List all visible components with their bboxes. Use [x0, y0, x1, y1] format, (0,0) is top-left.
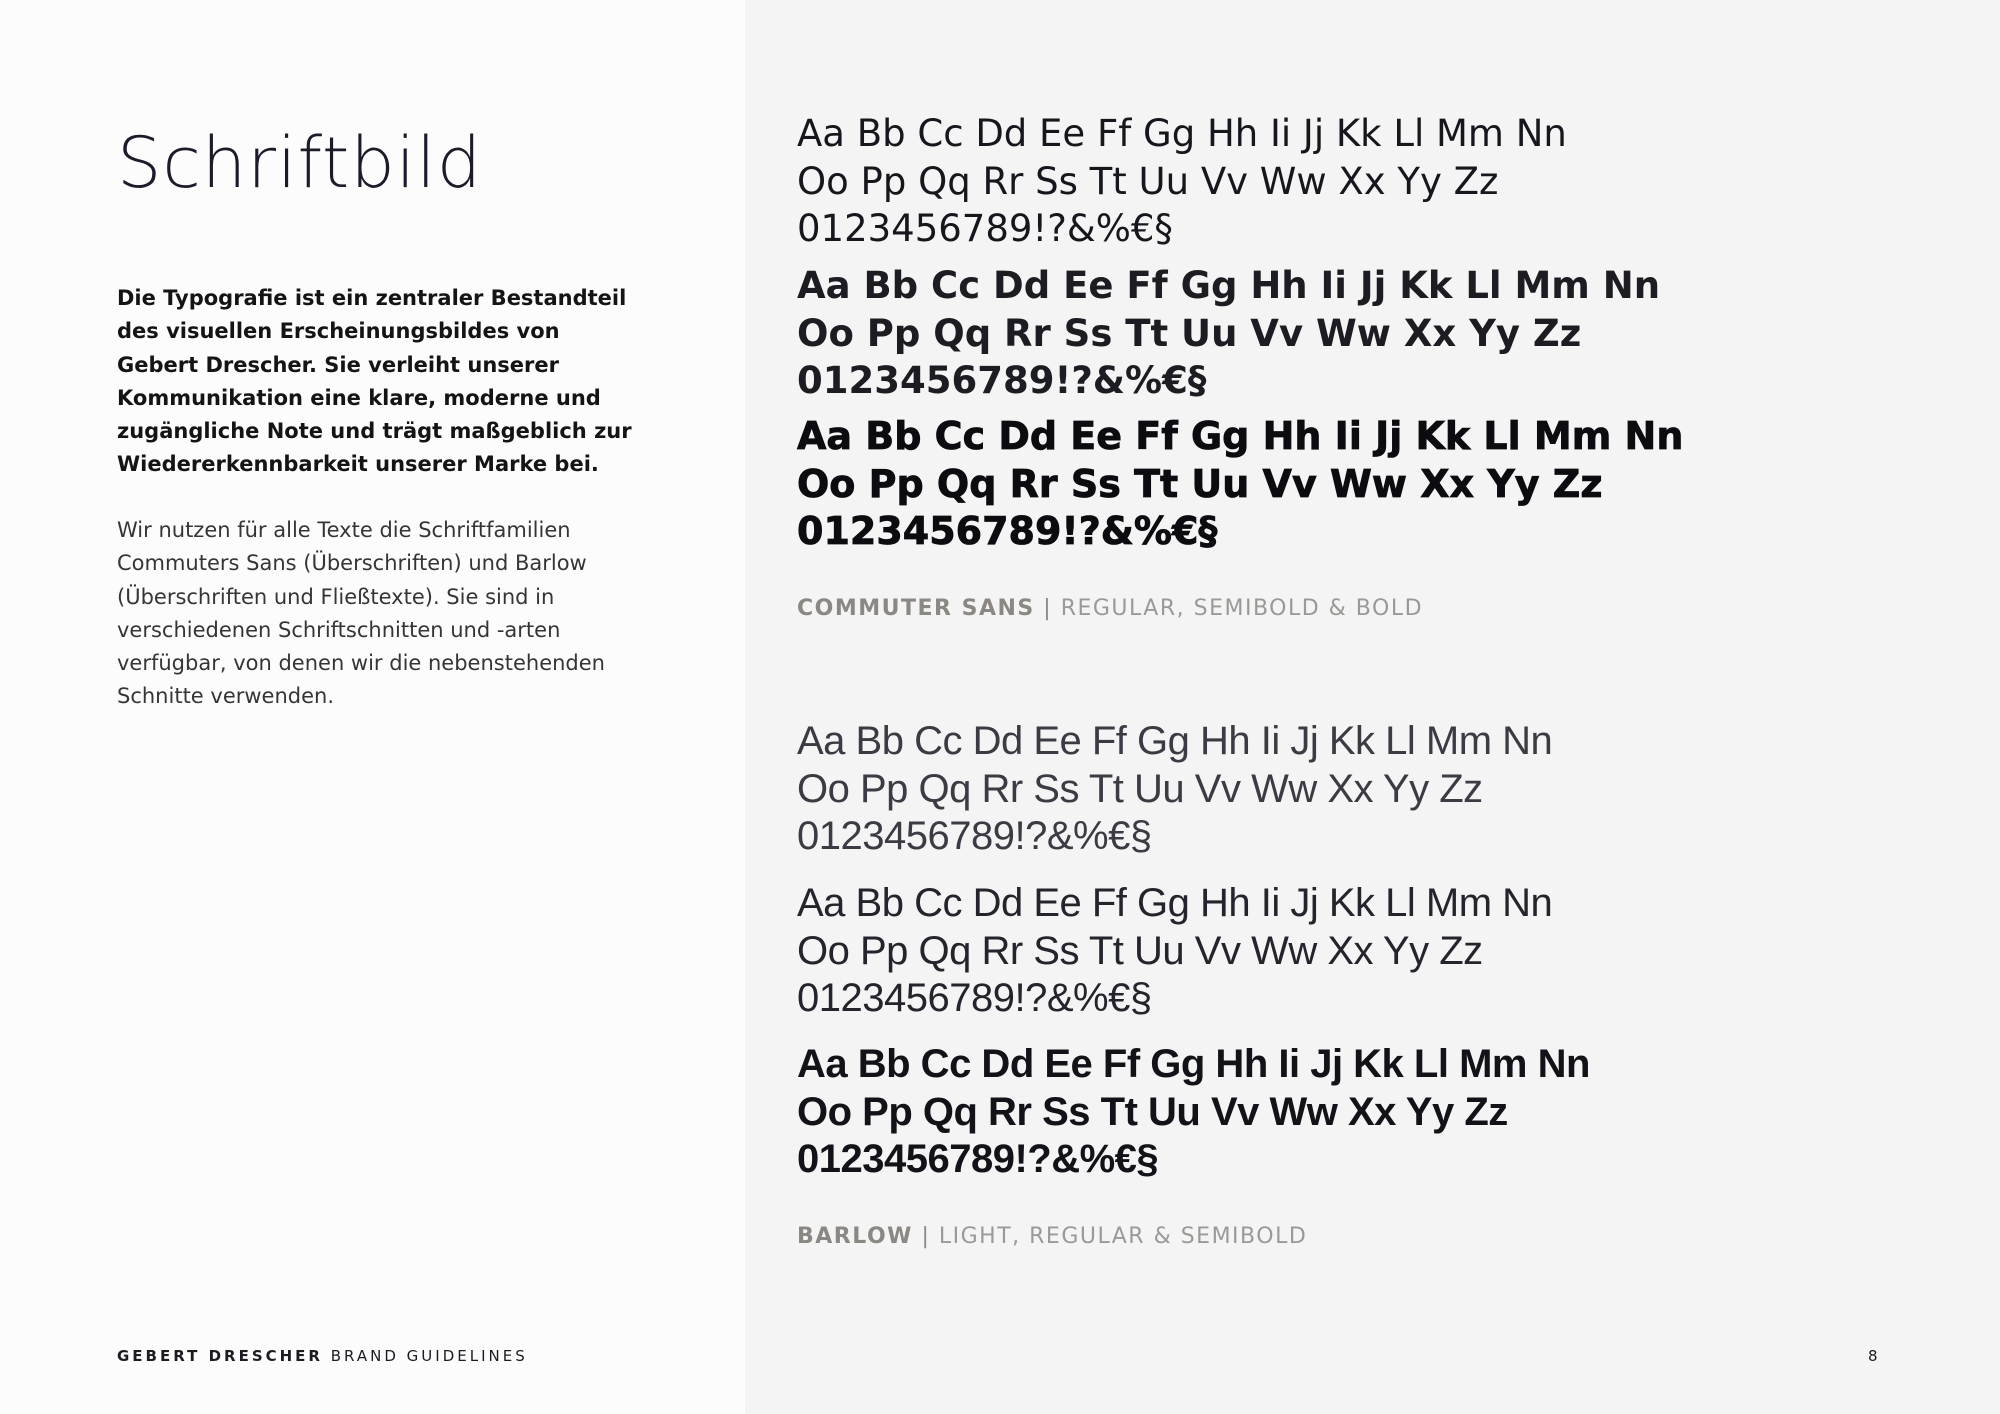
specimen-line: Aa Bb Cc Dd Ee Ff Gg Hh Ii Jj Kk Ll Mm Nn	[797, 112, 1567, 155]
font-name: COMMUTER SANS	[797, 596, 1035, 621]
brand-suffix: BRAND GUIDELINES	[330, 1347, 528, 1365]
footer-brand	[117, 1346, 528, 1366]
specimen-line: 0123456789!?&%€§	[797, 359, 1207, 402]
commuter-sans-semibold-specimen	[797, 262, 1660, 405]
barlow-caption	[797, 1222, 1307, 1252]
page-title: Schriftbild	[117, 122, 483, 204]
barlow-semibold-specimen	[797, 1041, 1590, 1184]
specimen-line: 0123456789!?&%€§	[797, 1137, 1159, 1181]
caption-separator: |	[1043, 596, 1053, 621]
specimen-line: Oo Pp Qq Rr Ss Tt Uu Vv Ww Xx Yy Zz	[797, 311, 1582, 355]
brand-name: GEBERT DRESCHER	[117, 1347, 323, 1365]
font-weights: LIGHT, REGULAR & SEMIBOLD	[938, 1224, 1308, 1249]
commuter-sans-caption	[797, 594, 1423, 624]
intro-paragraph: Die Typografie ist ein zentraler Bestandteil des visuellen Erscheinungsbildes von Gebert Drescher. Sie verleiht unserer Kommunikation eine klare, moderne und zugängliche Note und trägt maßgeblich zur Wiedererkennbarkeit unserer Marke bei.	[117, 286, 632, 477]
commuter-sans-bold-specimen	[797, 413, 1683, 556]
specimen-line: Aa Bb Cc Dd Ee Ff Gg Hh Ii Jj Kk Ll Mm Nn	[797, 719, 1553, 763]
specimen-line: Oo Pp Qq Rr Ss Tt Uu Vv Ww Xx Yy Zz	[797, 928, 1483, 973]
barlow-regular-specimen	[797, 880, 1552, 1023]
specimen-line: Aa Bb Cc Dd Ee Ff Gg Hh Ii Jj Kk Ll Mm Nn	[797, 414, 1684, 458]
specimen-line: Oo Pp Qq Rr Ss Tt Uu Vv Ww Xx Yy Zz	[797, 461, 1603, 506]
specimen-line: 0123456789!?&%€§	[797, 207, 1173, 250]
body-paragraph: Wir nutzen für alle Texte die Schriftfamilien Commuters Sans (Überschriften) und Barlow (Überschriften und Fließtexte). Sie sind in verschiedenen Schriftschnitten und -arten verfügbar, von denen wir die nebenstehenden Schnitte verwenden.	[117, 518, 605, 709]
font-name: BARLOW	[797, 1224, 913, 1249]
specimen-line: Oo Pp Qq Rr Ss Tt Uu Vv Ww Xx Yy Zz	[797, 159, 1499, 203]
commuter-sans-regular-specimen	[797, 110, 1567, 253]
specimen-line: Aa Bb Cc Dd Ee Ff Gg Hh Ii Jj Kk Ll Mm Nn	[797, 881, 1553, 925]
font-weights: REGULAR, SEMIBOLD & BOLD	[1060, 596, 1424, 621]
specimen-line: Oo Pp Qq Rr Ss Tt Uu Vv Ww Xx Yy Zz	[797, 1089, 1508, 1134]
specimen-line: 0123456789!?&%€§	[797, 814, 1152, 858]
specimen-line: Aa Bb Cc Dd Ee Ff Gg Hh Ii Jj Kk Ll Mm Nn	[797, 264, 1661, 307]
specimen-line: Oo Pp Qq Rr Ss Tt Uu Vv Ww Xx Yy Zz	[797, 766, 1483, 811]
specimen-line: 0123456789!?&%€§	[797, 509, 1218, 553]
specimen-line: 0123456789!?&%€§	[797, 976, 1152, 1020]
page-number: 8	[1868, 1347, 1878, 1365]
specimen-line: Aa Bb Cc Dd Ee Ff Gg Hh Ii Jj Kk Ll Mm Nn	[797, 1042, 1590, 1086]
barlow-light-specimen	[797, 718, 1552, 861]
caption-separator: |	[921, 1224, 931, 1249]
